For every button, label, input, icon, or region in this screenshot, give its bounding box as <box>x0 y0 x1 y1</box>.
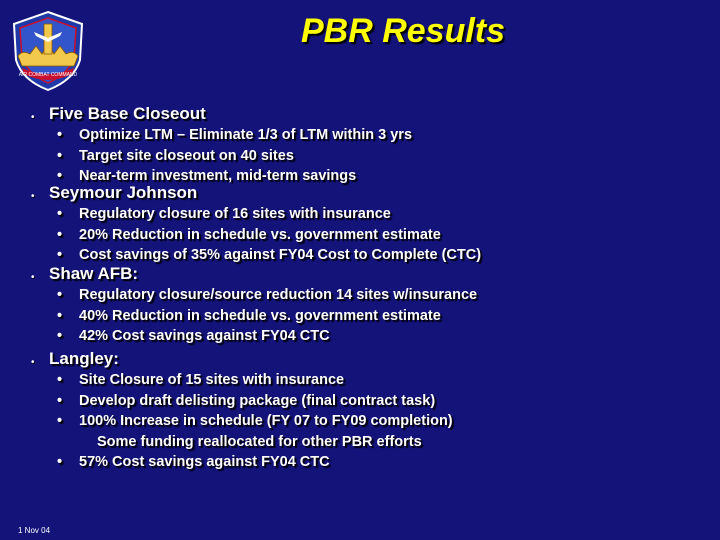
section-heading: Shaw AFB: <box>49 264 139 283</box>
list-item-text: Target site closeout on 40 sites <box>79 147 294 164</box>
list-item-text: 100% Increase in schedule (FY 07 to FY09 completion) <box>79 413 453 429</box>
section-heading: Seymour Johnson <box>49 183 198 202</box>
list-item-text: Near-term investment, mid-term savings <box>79 168 357 184</box>
bullet-dot: • <box>57 147 63 164</box>
section-bullet: • <box>31 357 35 368</box>
slide-title: PBR Results <box>300 12 506 50</box>
list-item <box>57 308 441 324</box>
list-item <box>57 413 453 429</box>
section-bullet: • <box>31 272 35 283</box>
list-item-text: Regulatory closure of 16 sites with insurance <box>79 206 391 222</box>
list-item-text: Some funding reallocated for other PBR efforts <box>97 433 422 450</box>
bullet-dot: • <box>57 247 63 263</box>
list-item-text: 42% Cost savings against FY04 CTC <box>79 328 330 344</box>
list-item-text: Optimize LTM – Eliminate 1/3 of LTM within 3 yrs <box>79 127 413 143</box>
list-item <box>57 168 356 184</box>
bullet-dot: • <box>57 454 63 470</box>
bullet-dot: • <box>57 206 63 222</box>
section-heading: Five Base Closeout <box>49 104 206 123</box>
list-item <box>57 454 330 470</box>
list-item-text: Cost savings of 35% against FY04 Cost to Complete (CTC) <box>79 247 482 263</box>
bullet-dot: • <box>57 328 63 344</box>
list-item-text: 57% Cost savings against FY04 CTC <box>79 454 330 470</box>
list-item <box>57 148 294 164</box>
list-item-text: Regulatory closure/source reduction 14 sites w/insurance <box>79 287 478 303</box>
list-item <box>97 434 422 450</box>
section-bullet: • <box>31 191 35 202</box>
footer-date: 1 Nov 04 <box>18 526 51 535</box>
list-item <box>57 206 391 222</box>
bullet-dot: • <box>57 307 63 324</box>
section-heading: Langley: <box>49 349 119 368</box>
section-bullet: • <box>31 112 35 123</box>
bullet-dot: • <box>57 372 63 388</box>
bullet-dot: • <box>57 168 63 184</box>
list-item <box>57 227 441 243</box>
list-item <box>57 247 481 263</box>
bullet-dot: • <box>57 413 63 429</box>
logo-lettering: AIR COMBAT COMMAND <box>18 72 78 78</box>
bullet-dot: • <box>57 127 63 143</box>
list-item <box>57 127 412 143</box>
list-item <box>57 372 344 388</box>
bullet-dot: • <box>57 392 63 409</box>
list-item <box>57 287 477 303</box>
bullet-dot: • <box>57 287 63 303</box>
list-item <box>57 393 435 409</box>
list-item-text: Site Closure of 15 sites with insurance <box>79 372 345 388</box>
bullet-dot: • <box>57 226 63 243</box>
list-item <box>57 328 330 344</box>
list-item-text: 40% Reduction in schedule vs. government estimate <box>79 307 441 324</box>
list-item-text: Develop draft delisting package (final contract task) <box>79 392 436 409</box>
list-item-text: 20% Reduction in schedule vs. government estimate <box>79 226 441 243</box>
